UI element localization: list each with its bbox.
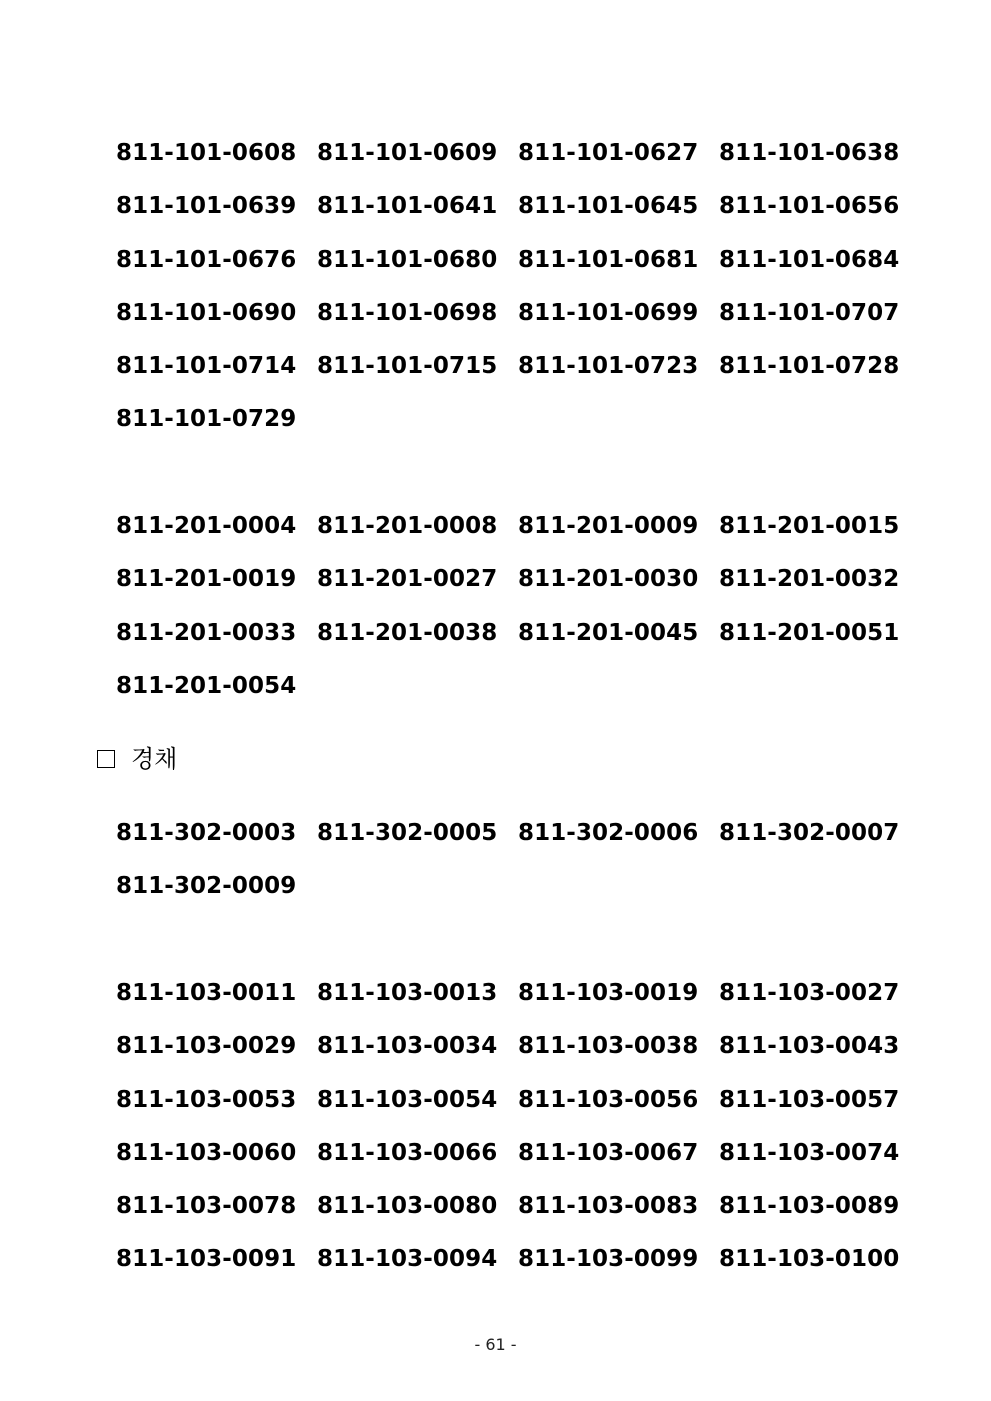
code-item: 811-302-0005: [317, 820, 498, 846]
code-item: 811-201-0009: [518, 513, 699, 539]
code-item: 811-201-0004: [116, 513, 297, 539]
code-item: 811-101-0639: [116, 193, 297, 220]
code-item: 811-103-0074: [719, 1139, 900, 1166]
code-item: 811-101-0690: [116, 299, 297, 326]
code-item: 811-103-0013: [317, 980, 498, 1006]
code-item: 811-201-0015: [719, 513, 900, 539]
empty-square-icon: [97, 750, 115, 768]
code-item: 811-302-0003: [116, 820, 297, 846]
code-item: 811-101-0638: [719, 140, 900, 166]
code-item: 811-302-0009: [116, 873, 297, 900]
code-item: 811-103-0054: [317, 1086, 498, 1113]
code-item: 811-103-0034: [317, 1033, 498, 1060]
code-item: 811-201-0030: [518, 566, 699, 593]
code-item: 811-101-0608: [116, 140, 297, 166]
code-item: 811-103-0053: [116, 1086, 297, 1113]
code-list-group-2: [116, 513, 920, 726]
code-item: 811-201-0019: [116, 566, 297, 593]
section-heading-text: 경채: [131, 745, 178, 773]
code-item: 811-101-0729: [116, 406, 297, 433]
code-item: 811-103-0091: [116, 1246, 297, 1273]
code-item: 811-201-0027: [317, 566, 498, 593]
code-item: 811-103-0094: [317, 1246, 498, 1273]
code-item: 811-103-0038: [518, 1033, 699, 1060]
code-item: 811-103-0066: [317, 1139, 498, 1166]
code-item: 811-103-0100: [719, 1246, 900, 1273]
code-item: 811-101-0641: [317, 193, 498, 220]
code-item: 811-101-0656: [719, 193, 900, 220]
code-item: 811-201-0045: [518, 619, 699, 646]
code-item: 811-103-0056: [518, 1086, 699, 1113]
code-item: 811-101-0707: [719, 299, 900, 326]
code-item: 811-101-0698: [317, 299, 498, 326]
code-item: 811-101-0680: [317, 246, 498, 273]
code-item: 811-101-0681: [518, 246, 699, 273]
code-list-group-3: [116, 820, 920, 927]
code-item: 811-201-0051: [719, 619, 900, 646]
code-item: 811-103-0080: [317, 1193, 498, 1220]
code-item: 811-101-0609: [317, 140, 498, 166]
code-list-group-1: [116, 140, 920, 460]
code-item: 811-103-0043: [719, 1033, 900, 1060]
code-item: 811-103-0057: [719, 1086, 900, 1113]
code-item: 811-101-0723: [518, 353, 699, 380]
section-heading: [97, 745, 177, 773]
code-item: 811-101-0645: [518, 193, 699, 220]
code-item: 811-101-0627: [518, 140, 699, 166]
code-item: 811-201-0054: [116, 672, 297, 699]
code-item: 811-201-0038: [317, 619, 498, 646]
code-item: 811-103-0078: [116, 1193, 297, 1220]
code-list-group-4: [116, 980, 920, 1300]
code-item: 811-103-0089: [719, 1193, 900, 1220]
code-item: 811-302-0007: [719, 820, 900, 846]
code-item: 811-101-0714: [116, 353, 297, 380]
page-number: - 61 -: [474, 1335, 517, 1354]
code-item: 811-101-0715: [317, 353, 498, 380]
code-item: 811-103-0029: [116, 1033, 297, 1060]
code-item: 811-103-0027: [719, 980, 900, 1006]
code-item: 811-103-0019: [518, 980, 699, 1006]
code-item: 811-103-0067: [518, 1139, 699, 1166]
code-item: 811-103-0060: [116, 1139, 297, 1166]
code-item: 811-302-0006: [518, 820, 699, 846]
code-item: 811-201-0033: [116, 619, 297, 646]
code-item: 811-101-0728: [719, 353, 900, 380]
code-item: 811-201-0008: [317, 513, 498, 539]
code-item: 811-201-0032: [719, 566, 900, 593]
code-item: 811-101-0684: [719, 246, 900, 273]
code-item: 811-101-0676: [116, 246, 297, 273]
code-item: 811-103-0011: [116, 980, 297, 1006]
code-item: 811-103-0083: [518, 1193, 699, 1220]
code-item: 811-103-0099: [518, 1246, 699, 1273]
code-item: 811-101-0699: [518, 299, 699, 326]
